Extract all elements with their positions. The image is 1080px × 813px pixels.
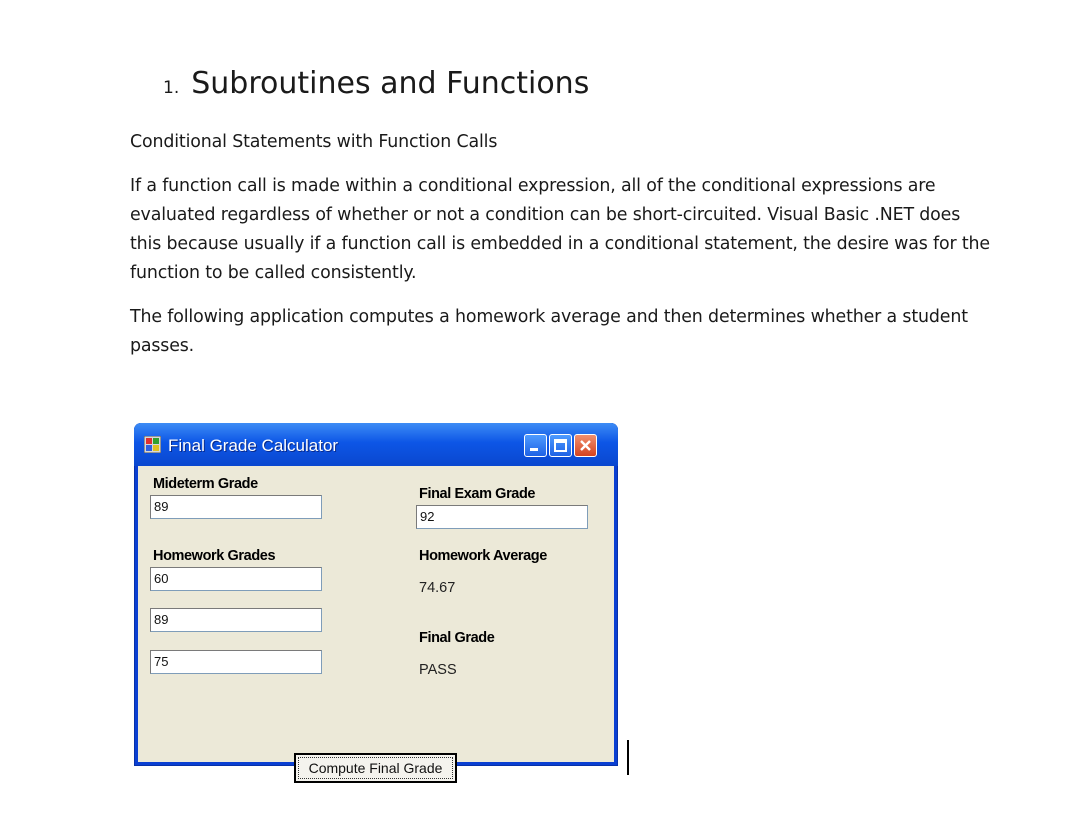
homework-grade-input-3[interactable]: 75 [150,650,322,674]
compute-button-label: Compute Final Grade [298,757,453,779]
homework-grade-input-1[interactable]: 60 [150,567,322,591]
midterm-label: Mideterm Grade [153,476,258,492]
window-titlebar[interactable] [134,423,618,466]
compute-final-grade-button[interactable] [294,753,457,783]
text-cursor [627,740,629,775]
final-grade-label: Final Grade [419,630,495,646]
maximize-button[interactable] [549,434,572,457]
window-title: Final Grade Calculator [168,436,339,455]
minimize-icon [525,435,546,456]
homework-average-label: Homework Average [419,548,547,564]
midterm-input[interactable]: 89 [150,495,322,519]
heading-text: Subroutines and Functions [191,66,590,101]
homework-grades-label: Homework Grades [153,548,276,564]
subheading: Conditional Statements with Function Calls [130,132,498,152]
section-heading [163,66,589,101]
window-client-area [138,466,614,776]
homework-average-value: 74.67 [419,580,456,596]
close-icon [575,435,596,456]
final-exam-label: Final Exam Grade [419,486,536,502]
final-grade-value: PASS [419,662,457,678]
close-button[interactable] [574,434,597,457]
heading-number: 1. [163,78,180,98]
final-exam-input[interactable]: 92 [416,505,588,529]
homework-grade-input-2[interactable]: 89 [150,608,322,632]
paragraph-application-intro: The following application computes a homework average and then determines whether a student passes. [130,307,968,356]
app-icon [144,436,161,453]
maximize-icon [550,435,571,456]
minimize-button[interactable] [524,434,547,457]
final-grade-calculator-window [134,423,618,776]
paragraph-function-calls: If a function call is made within a conditional expression, all of the conditional expressions are evaluated regardless of whether or not a condition can be short-circuited. Visual Basic .NET does this because usually if a function call is embedded in a conditional statement, the desire was for the function to be called consistently. [130,176,990,283]
